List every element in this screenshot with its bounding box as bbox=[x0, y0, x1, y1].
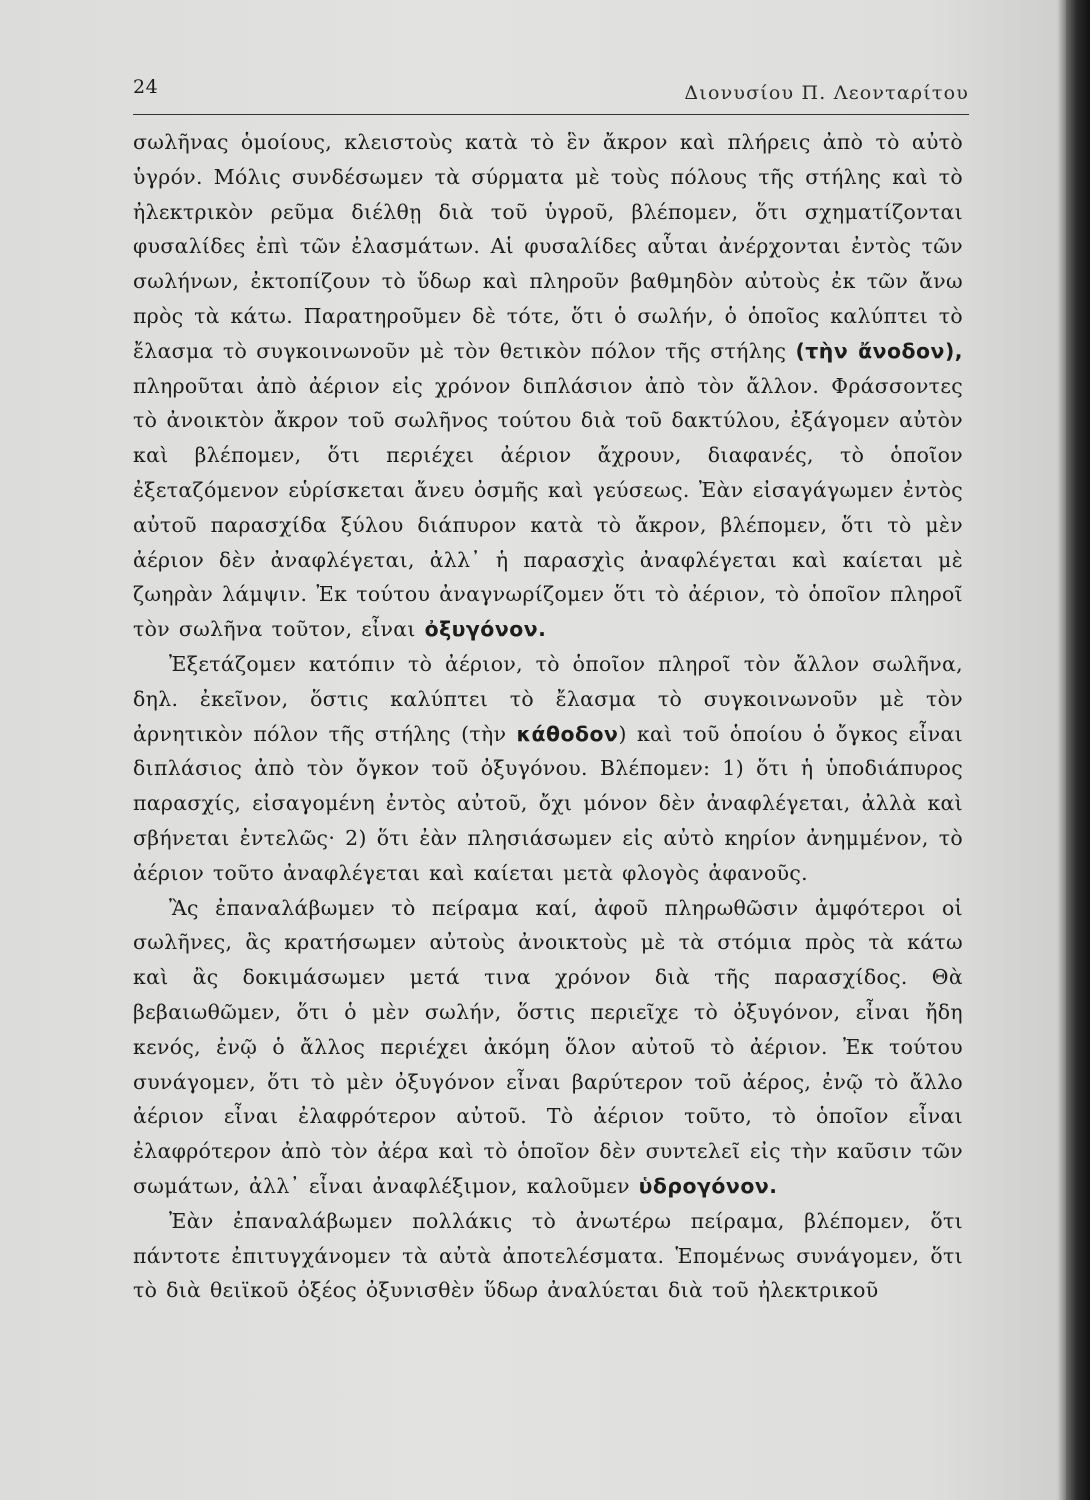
bold-term: ὑδρογόνον. bbox=[638, 1173, 778, 1198]
page-number: 24 bbox=[133, 76, 159, 98]
running-head: Διονυσίου Π. Λεονταρίτου bbox=[684, 82, 969, 104]
bold-term: ὀξυγόνον. bbox=[424, 617, 547, 642]
paragraph bbox=[133, 125, 963, 647]
text-run: Ἐὰν ἐπαναλάβωμεν πολλάκις τὸ ἀνωτέρω πείραμα, βλέπομεν, ὅτι πάντοτε ἐπιτυγχάνομεν τὰ αὐτὰ ἀποτελέσματα. Ἑπομένως συνάγομεν, ὅτι τὸ διὰ θειϊκοῦ ὀξέος ὀξυνισθὲν ὕδωρ ἀναλύεται διὰ τοῦ ἠλεκτρικοῦ bbox=[133, 1208, 963, 1303]
text-run: σωλῆνας ὁμοίους, κλειστοὺς κατὰ τὸ ἓν ἄκρον καὶ πλήρεις ἀπὸ τὸ αὐτὸ ὑγρόν. Μόλις συνδέσωμεν τὰ σύρματα μὲ τοὺς πόλους τῆς στήλης καὶ τὸ ἠλεκτρικὸν ρεῦμα διέλθῃ διὰ τοῦ ὑγροῦ, βλέπομεν, ὅτι σχηματίζονται φυσαλίδες ἐπὶ τῶν ἐλασμάτων. Αἱ φυσαλίδες αὗται ἀνέρχονται ἐντὸς τῶν σωλήνων, ἐκτοπίζουν τὸ ὕδωρ καὶ πληροῦν βαθμηδὸν αὐτοὺς ἐκ τῶν ἄνω πρὸς τὰ κάτω. Παρατηροῦμεν δὲ τότε, ὅτι ὁ σωλήν, ὁ ὁποῖος καλύπτει τὸ ἔλασμα τὸ συγκοινωνοῦν μὲ τὸν θετικὸν πόλον τῆς στήλης bbox=[133, 130, 963, 363]
text-run: ) καὶ τοῦ ὁποίου ὁ ὄγκος εἶναι διπλάσιος ἀπὸ τὸν ὄγκον τοῦ ὀξυγόνου. Βλέπομεν: 1) ὅτι ἡ ὑποδιάπυρος παρασχίς, εἰσαγομένη ἐντὸς αὐτοῦ, ὄχι μόνον δὲν ἀναφλέγεται, ἀλλὰ καὶ σβήνεται ἐντελῶς· 2) ὅτι ἐὰν πλησιάσωμεν εἰς αὐτὸ κηρίον ἀνημμένον, τὸ ἀέριον τοῦτο ἀναφλέγεται καὶ καίεται μετὰ φλογὸς ἀφανοῦς. bbox=[133, 721, 963, 885]
body-text bbox=[133, 125, 963, 1308]
paragraph bbox=[133, 891, 963, 1204]
paragraph bbox=[133, 1204, 963, 1308]
page-header bbox=[133, 74, 969, 115]
bold-term: (τὴν ἄνοδον), bbox=[795, 338, 964, 363]
bold-term: κάθοδον bbox=[516, 721, 619, 746]
book-spine-shadow bbox=[1066, 0, 1090, 1500]
text-run: Ἂς ἐπαναλάβωμεν τὸ πείραμα καί, ἀφοῦ πληρωθῶσιν ἀμφότεροι οἱ σωλῆνες, ἂς κρατήσωμεν αὐτοὺς ἀνοικτοὺς μὲ τὰ στόμια πρὸς τὰ κάτω καὶ ἂς δοκιμάσωμεν μετά τινα χρόνον διὰ τῆς παρασχίδος. Θὰ βεβαιωθῶμεν, ὅτι ὁ μὲν σωλήν, ὅστις περιεῖχε τὸ ὀξυγόνον, εἶναι ἤδη κενός, ἐνῷ ὁ ἄλλος περιέχει ἀκόμη ὅλον αὐτοῦ τὸ ἀέριον. Ἐκ τούτου συνάγομεν, ὅτι τὸ μὲν ὀξυγόνον εἶναι βαρύτερον τοῦ ἀέρος, ἐνῷ τὸ ἄλλο ἀέριον εἶναι ἐλαφρότερον αὐτοῦ. Τὸ ἀέριον τοῦτο, τὸ ὁποῖον εἶναι ἐλαφρότερον ἀπὸ τὸν ἀέρα καὶ τὸ ὁποῖον δὲν συντελεῖ εἰς τὴν καῦσιν τῶν σωμάτων, ἀλλ᾿ εἶναι ἀναφλέξιμον, καλοῦμεν bbox=[133, 895, 963, 1198]
text-run: πληροῦται ἀπὸ ἀέριον εἰς χρόνον διπλάσιον ἀπὸ τὸν ἄλλον. Φράσσοντες τὸ ἀνοικτὸν ἄκρον τοῦ σωλῆνος τούτου διὰ τοῦ δακτύλου, ἐξάγομεν αὐτὸν καὶ βλέπομεν, ὅτι περιέχει ἀέριον ἄχρουν, διαφανές, τὸ ὁποῖον ἐξεταζόμενον εὑρίσκεται ἄνευ ὀσμῆς καὶ γεύσεως. Ἐὰν εἰσαγάγωμεν ἐντὸς αὐτοῦ παρασχίδα ξύλου διάπυρον κατὰ τὸ ἄκρον, βλέπομεν, ὅτι τὸ μὲν ἀέριον δὲν ἀναφλέγεται, ἀλλ᾿ ἡ παρασχὶς ἀναφλέγεται καὶ καίεται μὲ ζωηρὰν λάμψιν. Ἐκ τούτου ἀναγνωρίζομεν ὅτι τὸ ἀέριον, τὸ ὁποῖον πληροῖ τὸν σωλῆνα τοῦτον, εἶναι bbox=[133, 373, 963, 642]
text-run: Ἐξετάζομεν κατόπιν τὸ ἀέριον, τὸ ὁποῖον πληροῖ τὸν ἄλλον σωλῆνα, δηλ. ἐκεῖνον, ὅστις καλύπτει τὸ ἔλασμα τὸ συγκοινωνοῦν μὲ τὸν ἀρνητικὸν πόλον τῆς στήλης (τὴν bbox=[133, 651, 963, 746]
paragraph bbox=[133, 647, 963, 891]
